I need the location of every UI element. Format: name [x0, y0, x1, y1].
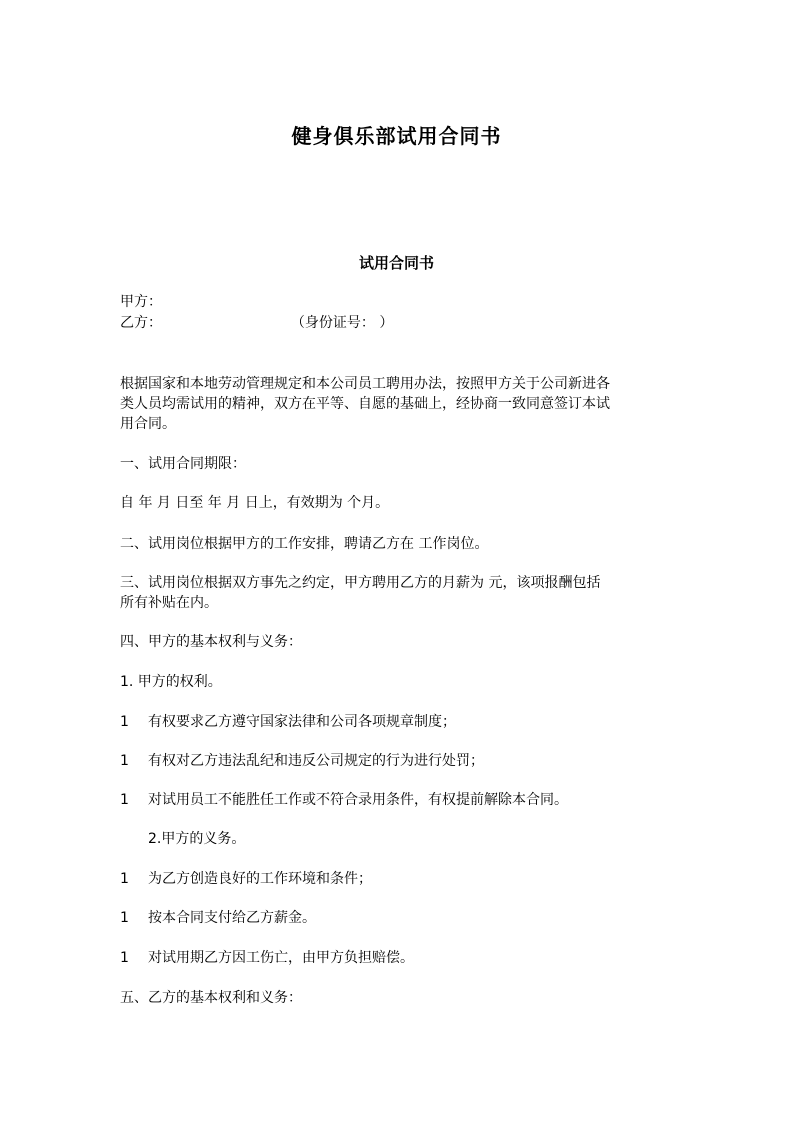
party-a-label: 甲方：	[120, 294, 162, 310]
duties-heading: 2.甲方的义务。	[148, 831, 246, 847]
rights-item-number: 1	[120, 753, 129, 769]
section3-line: 三、试用岗位根据双方事先之约定，甲方聘用乙方的月薪为 元，该项报酬包括	[120, 575, 601, 591]
section4-heading: 四、甲方的基本权利与义务：	[120, 634, 302, 650]
intro-line: 类人员均需试用的精神，双方在平等、自愿的基础上，经协商一致同意签订本试	[120, 396, 610, 412]
rights-item-text: 对试用员工不能胜任工作或不符合录用条件，有权提前解除本合同。	[148, 792, 568, 808]
duties-item-text: 为乙方创造良好的工作环境和条件；	[148, 871, 372, 887]
party-b-label: 乙方：	[120, 315, 162, 331]
rights-item-number: 1	[120, 714, 129, 730]
document-title: 健身俱乐部试用合同书	[291, 124, 502, 148]
rights-item	[120, 790, 568, 810]
duties-item	[120, 948, 414, 968]
intro-line: 根据国家和本地劳动管理规定和本公司员工聘用办法，按照甲方关于公司新进各	[120, 376, 610, 392]
section2-text: 二、试用岗位根据甲方的工作安排，聘请乙方在 工作岗位。	[120, 536, 489, 552]
rights-heading: 1. 甲方的权利。	[120, 674, 222, 690]
duties-item-number: 1	[120, 871, 129, 887]
section1-body: 自 年 月 日至 年 月 日上，有效期为 个月。	[120, 495, 390, 511]
party-b-line	[120, 313, 393, 333]
section3-line: 所有补贴在内。	[120, 595, 218, 611]
duties-item-number: 1	[120, 950, 129, 966]
duties-item-text: 按本合同支付给乙方薪金。	[148, 910, 316, 926]
duties-item-number: 1	[120, 910, 129, 926]
rights-item-text: 有权要求乙方遵守国家法律和公司各项规章制度；	[148, 714, 456, 730]
intro-line: 用合同。	[120, 416, 176, 432]
duties-item	[120, 908, 316, 928]
rights-item	[120, 751, 484, 771]
duties-item-text: 对试用期乙方因工伤亡，由甲方负担赔偿。	[148, 950, 414, 966]
rights-item	[120, 712, 456, 732]
intro-paragraph	[120, 374, 680, 434]
party-b-id-label: （身份证号： ）	[290, 315, 394, 331]
contract-subtitle: 试用合同书	[358, 254, 434, 272]
duties-item	[120, 869, 372, 889]
rights-item-text: 有权对乙方违法乱纪和违反公司规定的行为进行处罚；	[148, 753, 484, 769]
section5-heading: 五、乙方的基本权利和义务：	[120, 990, 302, 1006]
section1-heading: 一、试用合同期限：	[120, 456, 246, 472]
section3-paragraph	[120, 573, 680, 613]
rights-item-number: 1	[120, 792, 129, 808]
